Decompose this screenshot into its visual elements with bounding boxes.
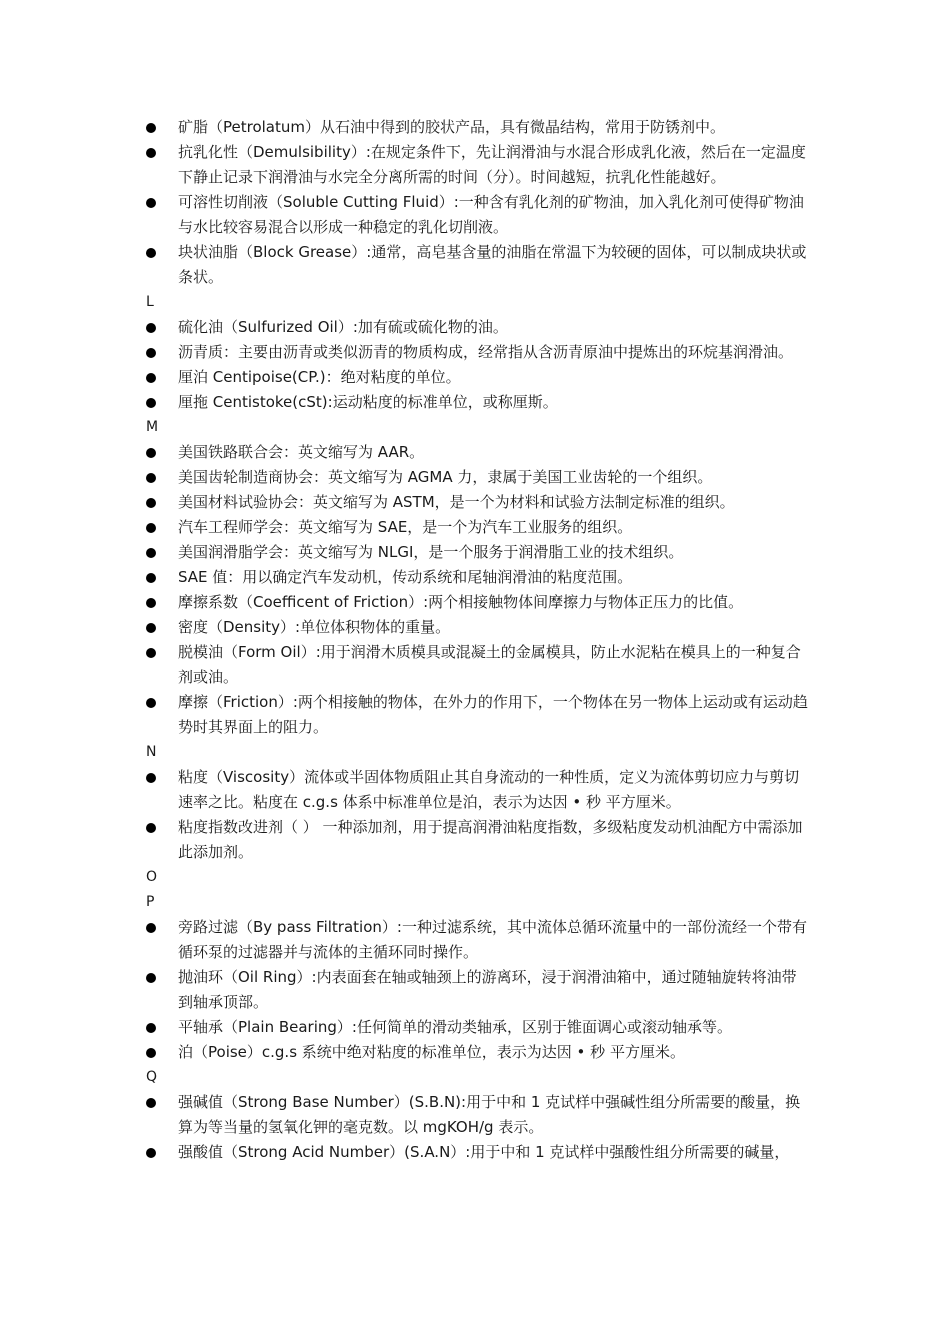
- item-text: 沥青质：主要由沥青或类似沥青的物质构成，经常指从含沥青原油中提炼出的环烷基润滑油。: [178, 343, 794, 361]
- item-text: 脱模油（Form Oil）:用于润滑木质模具或混凝土的金属模具，防止水泥粘在模具上的一种复合剂或油。: [178, 643, 801, 686]
- item-text: 厘拖 Centistoke(cSt):运动粘度的标准单位，或称厘斯。: [178, 393, 558, 411]
- bullet-icon: [146, 123, 156, 133]
- section-letter-l: L: [146, 294, 154, 310]
- glossary-item: [145, 565, 810, 590]
- item-text: 美国铁路联合会：英文缩写为 AAR。: [178, 443, 425, 461]
- item-text: 摩擦系数（Coefficent of Friction）:两个相接触物体间摩擦力与物体正压力的比值。: [178, 593, 744, 611]
- bullet-icon: [146, 1023, 156, 1033]
- section-letter-m: M: [146, 419, 159, 435]
- item-text: 抗乳化性（Demulsibility）:在规定条件下，先让润滑油与水混合形成乳化液，然后在一定温度下静止记录下润滑油与水完全分离所需的时间（分）。时间越短，抗乳化性能越好。: [178, 143, 806, 186]
- bullet-icon: [146, 823, 156, 833]
- glossary-item: [145, 315, 810, 340]
- item-text: 旁路过滤（By pass Filtration）:一种过滤系统，其中流体总循环流量中的一部份流经一个带有循环泵的过滤器并与流体的主循环同时操作。: [178, 918, 807, 961]
- item-text: 泊（Poise）c.g.s 系统中绝对粘度的标准单位，表示为达因 • 秒 平方厘米。: [178, 1043, 685, 1061]
- glossary-item: [145, 765, 810, 815]
- bullet-icon: [146, 523, 156, 533]
- bullet-icon: [146, 698, 156, 708]
- bullet-icon: [146, 648, 156, 658]
- glossary-item: [145, 540, 810, 565]
- glossary-item: [145, 515, 810, 540]
- glossary-item: [145, 1040, 810, 1065]
- glossary-item: [145, 115, 810, 140]
- glossary-item: [145, 590, 810, 615]
- section-letter-n: N: [146, 744, 157, 760]
- glossary-item: [145, 690, 810, 740]
- bullet-icon: [146, 348, 156, 358]
- glossary-item: [145, 440, 810, 465]
- bullet-icon: [146, 198, 156, 208]
- item-text: 强碱值（Strong Base Number）(S.B.N):用于中和 1 克试样中强碱性组分所需要的酸量，换算为等当量的氢氧化钾的毫克数。以 mgKOH/g 表示。: [178, 1093, 801, 1136]
- bullet-icon: [146, 1048, 156, 1058]
- bullet-icon: [146, 448, 156, 458]
- bullet-icon: [146, 598, 156, 608]
- glossary-item: [145, 640, 810, 690]
- bullet-icon: [146, 148, 156, 158]
- item-text: 美国润滑脂学会：英文缩写为 NLGI，是一个服务于润滑脂工业的技术组织。: [178, 543, 684, 561]
- item-text: 密度（Density）:单位体积物体的重量。: [178, 618, 451, 636]
- bullet-icon: [146, 923, 156, 933]
- bullet-icon: [146, 398, 156, 408]
- bullet-icon: [146, 573, 156, 583]
- glossary-item: [145, 1090, 810, 1140]
- item-text: 块状油脂（Block Grease）:通常，高皂基含量的油脂在常温下为较硬的固体，可以制成块状或条状。: [178, 243, 807, 286]
- item-text: 强酸值（Strong Acid Number）(S.A.N）:用于中和 1 克试样中强酸性组分所需要的碱量，: [178, 1143, 790, 1161]
- glossary-item: [145, 490, 810, 515]
- item-text: 美国齿轮制造商协会：英文缩写为 AGMA 力，隶属于美国工业齿轮的一个组织。: [178, 468, 713, 486]
- section-letter-q: Q: [146, 1069, 158, 1085]
- bullet-icon: [146, 498, 156, 508]
- glossary-item: [145, 365, 810, 390]
- section-letter-p: P: [146, 894, 155, 910]
- glossary-item: [145, 390, 810, 415]
- item-text: 矿脂（Petrolatum）从石油中得到的胶状产品，具有微晶结构，常用于防锈剂中。: [178, 118, 725, 136]
- glossary-item: [145, 240, 810, 290]
- glossary-item: [145, 190, 810, 240]
- bullet-icon: [146, 323, 156, 333]
- item-text: 粘度指数改进剂（ ） 一种添加剂，用于提高润滑油粘度指数，多级粘度发动机油配方中需添加此添加剂。: [178, 818, 803, 861]
- bullet-icon: [146, 373, 156, 383]
- section-letter-o: O: [146, 869, 158, 885]
- glossary-item: [145, 915, 810, 965]
- glossary-item: [145, 1015, 810, 1040]
- item-text: 平轴承（Plain Bearing）:任何简单的滑动类轴承，区别于锥面调心或滚动轴承等。: [178, 1018, 732, 1036]
- bullet-icon: [146, 473, 156, 483]
- bullet-icon: [146, 248, 156, 258]
- glossary-item: [145, 965, 810, 1015]
- bullet-icon: [146, 623, 156, 633]
- bullet-icon: [146, 1098, 156, 1108]
- glossary-item: [145, 615, 810, 640]
- item-text: 汽车工程师学会：英文缩写为 SAE，是一个为汽车工业服务的组织。: [178, 518, 633, 536]
- glossary-item: [145, 1140, 810, 1165]
- item-text: 硫化油（Sulfurized Oil）:加有硫或硫化物的油。: [178, 318, 508, 336]
- bullet-icon: [146, 773, 156, 783]
- item-text: 摩擦（Friction）:两个相接触的物体，在外力的作用下，一个物体在另一物体上运动或有运动趋势时其界面上的阻力。: [178, 693, 808, 736]
- item-text: 可溶性切削液（Soluble Cutting Fluid）:一种含有乳化剂的矿物油，加入乳化剂可使得矿物油与水比较容易混合以形成一种稳定的乳化切削液。: [178, 193, 804, 236]
- glossary-item: [145, 340, 810, 365]
- glossary-item: [145, 465, 810, 490]
- item-text: 粘度（Viscosity）流体或半固体物质阻止其自身流动的一种性质，定义为流体剪切应力与剪切速率之比。粘度在 c.g.s 体系中标准单位是泊，表示为达因 • 秒 平方厘米。: [178, 768, 800, 811]
- item-text: 美国材料试验协会：英文缩写为 ASTM，是一个为材料和试验方法制定标准的组织。: [178, 493, 735, 511]
- glossary-content: [145, 115, 810, 1165]
- item-text: 厘泊 Centipoise(CP.)：绝对粘度的单位。: [178, 368, 461, 386]
- item-text: SAE 值：用以确定汽车发动机，传动系统和尾轴润滑油的粘度范围。: [178, 568, 633, 586]
- bullet-icon: [146, 1148, 156, 1158]
- bullet-icon: [146, 973, 156, 983]
- bullet-icon: [146, 548, 156, 558]
- glossary-item: [145, 140, 810, 190]
- item-text: 抛油环（Oil Ring）:内表面套在轴或轴颈上的游离环，浸于润滑油箱中，通过随轴旋转将油带到轴承顶部。: [178, 968, 797, 1011]
- glossary-item: [145, 815, 810, 865]
